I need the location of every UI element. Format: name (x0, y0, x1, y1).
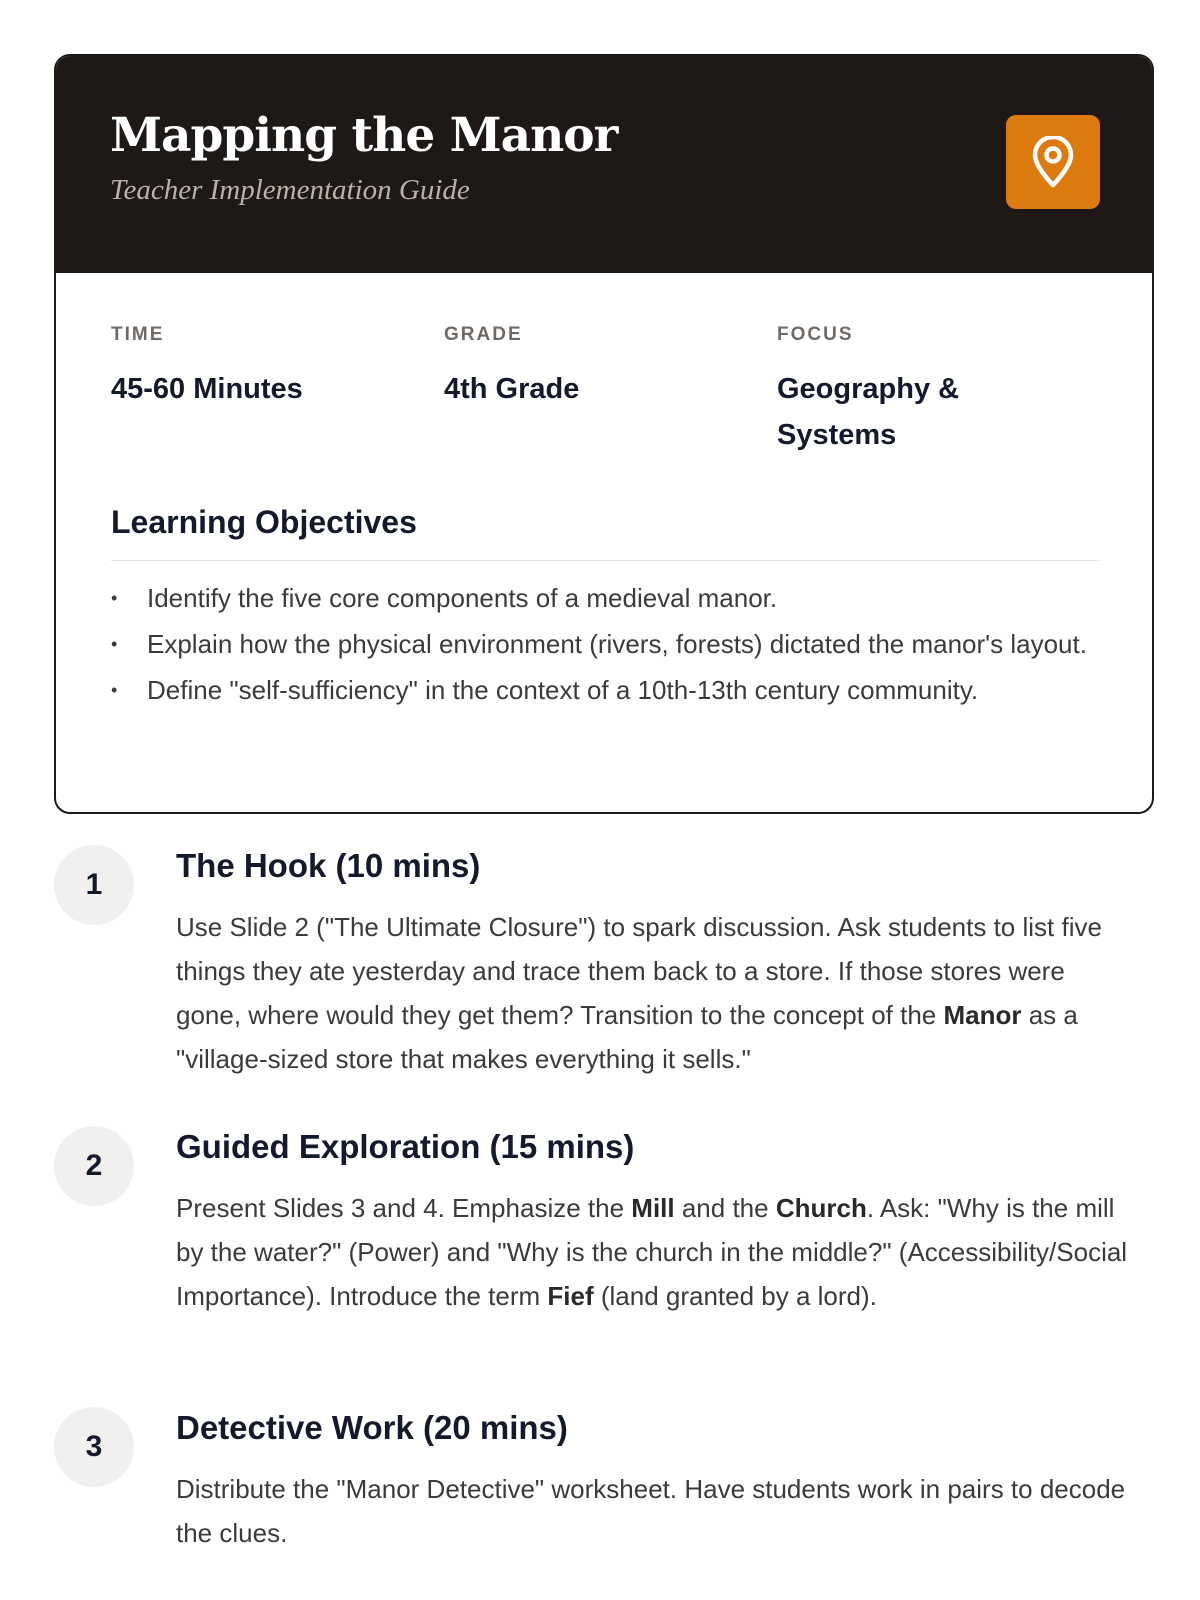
meta-label: FOCUS (777, 324, 854, 345)
bold-term: Fief (547, 1281, 594, 1311)
bold-term: Church (775, 1193, 867, 1223)
map-pin-icon (1030, 136, 1076, 188)
body-text: . Ask: "Why is the mill by the water?" (Power) and "Why is the church in the middle?" (Accessibility/Social Importance). Introduce the term (176, 1193, 1128, 1311)
step-title: Guided Exploration (15 mins) (176, 1128, 635, 1165)
meta-value: 4th Grade (444, 373, 580, 405)
bold-term: Manor (943, 1000, 1022, 1030)
bullet-icon: • (111, 588, 118, 608)
divider (111, 560, 1099, 561)
card-header (56, 56, 1152, 273)
meta-label: TIME (111, 324, 165, 345)
step-title: Detective Work (20 mins) (176, 1409, 568, 1446)
meta-value: 45-60 Minutes (111, 373, 303, 405)
meta-value: Geography & Systems (777, 373, 960, 451)
step-number: 2 (54, 1126, 134, 1206)
step-number: 3 (54, 1407, 134, 1487)
bullet-icon: • (111, 680, 118, 700)
meta-grade (444, 324, 744, 412)
meta-time (111, 324, 411, 412)
body-text: and the (674, 1193, 776, 1223)
bold-term: Mill (631, 1193, 675, 1223)
body-text: (land granted by a lord). (593, 1281, 877, 1311)
meta-focus (777, 324, 1037, 458)
step-body (176, 1186, 1136, 1318)
step-body (176, 1467, 1136, 1555)
page-title: Mapping the Manor (110, 108, 618, 163)
body-text: Distribute the "Manor Detective" worksheet. Have students work in pairs to decode the clues. (176, 1474, 1126, 1548)
list-item (111, 670, 1101, 710)
objective-text: Explain how the physical environment (rivers, forests) dictated the manor's layout. (147, 629, 1087, 659)
step-number: 1 (54, 845, 134, 925)
bullet-icon: • (111, 634, 118, 654)
list-item (111, 578, 1101, 618)
step-body (176, 905, 1136, 1081)
step-title: The Hook (10 mins) (176, 847, 481, 884)
objectives-list (111, 578, 1101, 716)
meta-label: GRADE (444, 324, 523, 345)
objective-text: Identify the five core components of a medieval manor. (147, 583, 778, 613)
body-text: Use Slide 2 ("The Ultimate Closure") to spark discussion. Ask students to list five things they ate yesterday and trace them back to a store. If those stores were gone, where would they get them? Transition to the concept of the (176, 912, 1102, 1030)
map-pin-badge (1006, 115, 1100, 209)
body-text: as a "village-sized store that makes everything it sells." (176, 1000, 1078, 1074)
objectives-heading: Learning Objectives (111, 504, 417, 540)
page-subtitle: Teacher Implementation Guide (110, 174, 470, 206)
list-item (111, 624, 1101, 664)
body-text: Present Slides 3 and 4. Emphasize the (176, 1193, 632, 1223)
objective-text: Define "self-sufficiency" in the context of a 10th-13th century community. (147, 675, 979, 705)
guide-card (54, 54, 1154, 814)
